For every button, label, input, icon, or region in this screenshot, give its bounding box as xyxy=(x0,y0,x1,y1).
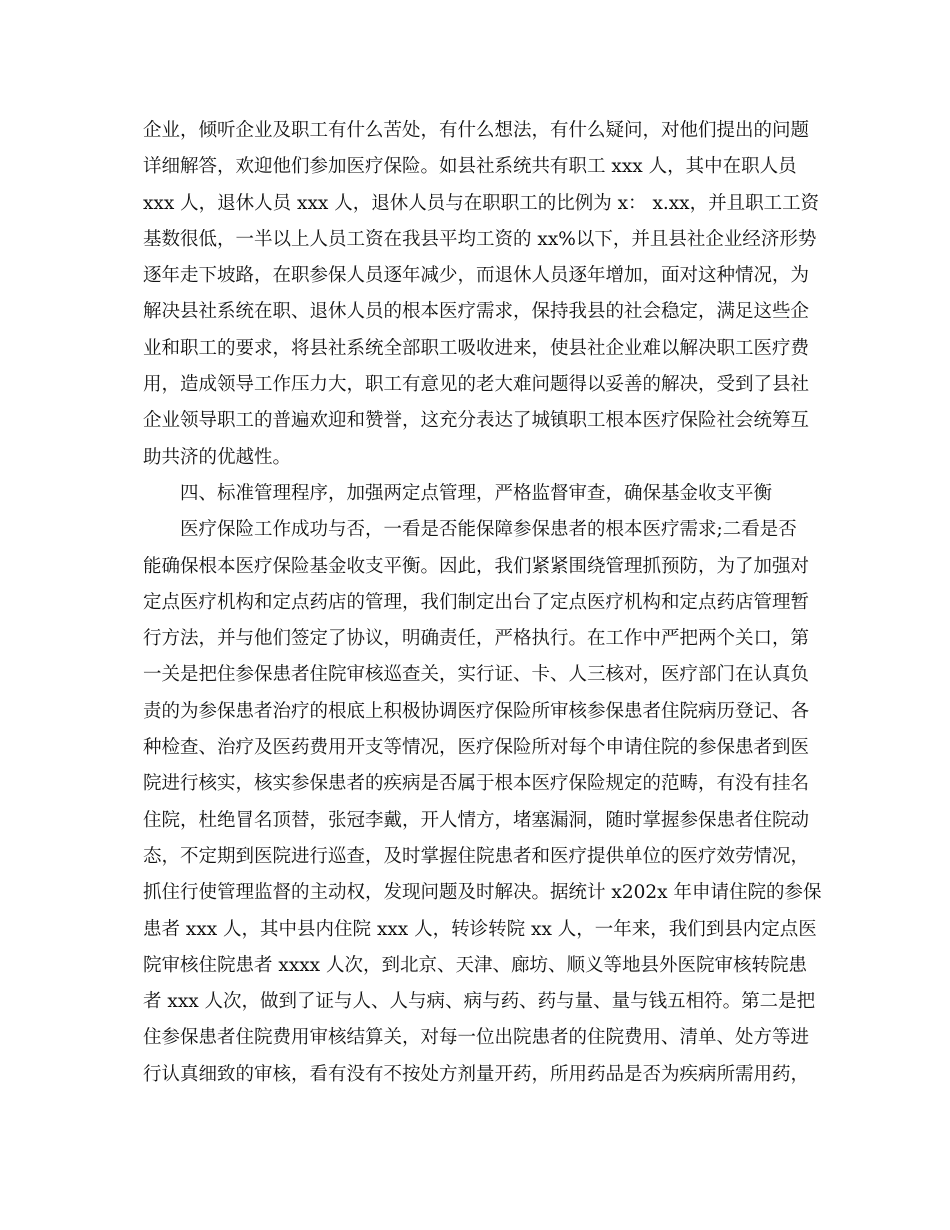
text-line: 逐年走下坡路，在职参保人员逐年减少，而退休人员逐年增加，面对这种情况，为 xyxy=(143,265,810,287)
text-line: 能确保根本医疗保险基金收支平衡。因此，我们紧紧围绕管理抓预防，为了加强对 xyxy=(143,555,810,577)
text-line: 解决县社系统在职、退休人员的根本医疗需求，保持我县的社会稳定，满足这些企 xyxy=(143,301,810,323)
text-line: 医疗保险工作成功与否，一看是否能保障参保患者的根本医疗需求;二看是否 xyxy=(180,519,797,541)
text-line: 企业，倾听企业及职工有什么苦处，有什么想法，有什么疑问，对他们提出的问题 xyxy=(143,120,810,141)
text-line: 患者 xxx 人，其中县内住院 xxx 人，转诊转院 xx 人，一年来，我们到县内定点医 xyxy=(143,918,817,940)
text-line: 详细解答，欢迎他们参加医疗保险。如县社系统共有职工 xxx 人，其中在职人员 xyxy=(143,156,797,178)
text-line: 责的为参保患者治疗的根底上积极协调医疗保险所审核参保患者住院病历登记、各 xyxy=(143,700,810,722)
text-line: 业和职工的要求，将县社系统全部职工吸收进来，使县社企业难以解决职工医疗费 xyxy=(143,337,810,359)
text-line: 一关是把住参保患者住院审核巡查关，实行证、卡、人三核对，医疗部门在认真负 xyxy=(143,664,810,686)
text-line: 行认真细致的审核，看有没有不按处方剂量开药，所用药品是否为疾病所需用药， xyxy=(143,1063,810,1085)
paragraph-2 xyxy=(143,512,822,1093)
document-body xyxy=(143,113,822,1093)
text-line: 者 xxx 人次，做到了证与人、人与病、病与药、药与量、量与钱五相符。第二是把 xyxy=(143,991,816,1013)
section-heading: 四、标准管理程序，加强两定点管理，严格监督审查，确保基金收支平衡 xyxy=(180,482,773,504)
text-line: 住参保患者住院费用审核结算关，对每一位出院患者的住院费用、清单、处方等进 xyxy=(143,1027,810,1049)
text-line: 行方法，并与他们签定了协议，明确责任，严格执行。在工作中严把两个关口，第 xyxy=(143,628,810,650)
text-line: 种检查、治疗及医药费用开支等情况，医疗保险所对每个申请住院的参保患者到医 xyxy=(143,737,810,759)
text-line: 企业领导职工的普遍欢迎和赞誉，这充分表达了城镇职工根本医疗保险社会统筹互 xyxy=(143,410,810,432)
paragraph-1 xyxy=(143,113,820,476)
text-line: 抓住行使管理监督的主动权，发现问题及时解决。据统计 x202x 年申请住院的参保 xyxy=(143,882,822,904)
text-line: xxx 人，退休人员 xxx 人，退休人员与在职职工的比例为 x： x.xx，并且职工工资 xyxy=(143,192,820,214)
text-line: 基数很低，一半以上人员工资在我县平均工资的 xx%以下，并且县社企业经济形势 xyxy=(143,228,817,250)
text-line: 助共济的优越性。 xyxy=(143,446,292,468)
text-line: 住院，杜绝冒名顶替，张冠李戴，开人情方，堵塞漏洞，随时掌握参保患者住院动 xyxy=(143,809,810,831)
text-line: 院进行核实，核实参保患者的疾病是否属于根本医疗保险规定的范畴，有没有挂名 xyxy=(143,773,810,795)
text-line: 定点医疗机构和定点药店的管理，我们制定出台了定点医疗机构和定点药店管理暂 xyxy=(143,591,810,613)
text-line: 院审核住院患者 xxxx 人次，到北京、天津、廊坊、顺义等地县外医院审核转院患 xyxy=(143,954,807,976)
text-line: 用，造成领导工作压力大，职工有意见的老大难问题得以妥善的解决，受到了县社 xyxy=(143,374,810,396)
text-line: 态，不定期到医院进行巡查，及时掌握住院患者和医疗提供单位的医疗效劳情况， xyxy=(143,845,810,867)
